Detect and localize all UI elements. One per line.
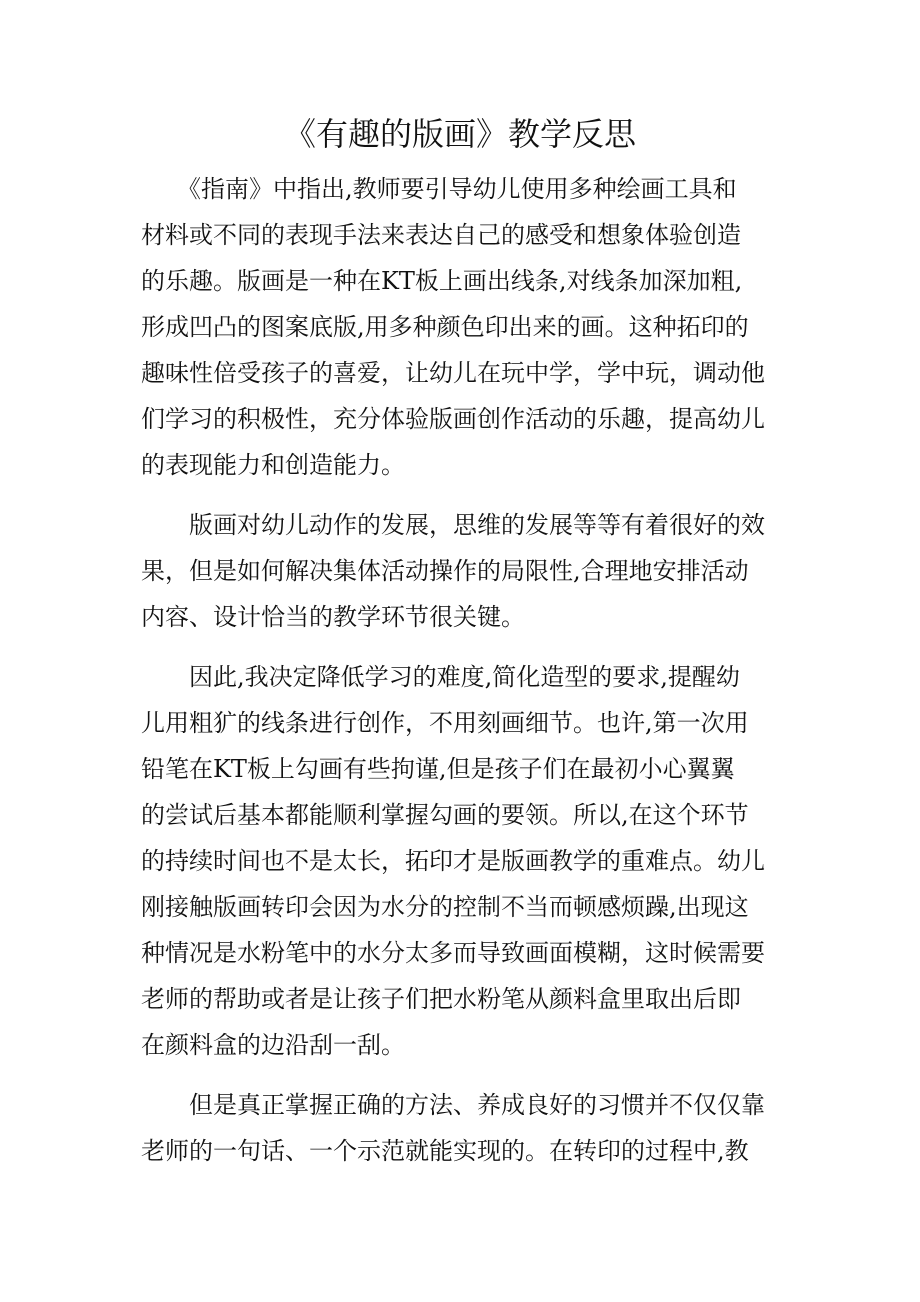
text-line: 刚接触版画转印会因为水分的控制不当而顿感烦躁,出现这: [141, 893, 749, 921]
paragraph-development: [141, 502, 791, 640]
text-line: 因此,我决定降低学习的难度,简化造型的要求,提醒幼: [141, 663, 740, 691]
text-line: 在颜料盒的边沿刮一刮。: [141, 1031, 405, 1059]
document-body: [141, 166, 791, 1174]
text-line: 的尝试后基本都能顺利掌握勾画的要领。所以,在这个环节: [141, 801, 749, 829]
paragraph-spacing: [141, 488, 791, 502]
text-line: 老师的帮助或者是让孩子们把水粉笔从颜料盒里取出后即: [141, 985, 741, 1013]
text-line: 趣味性倍受孩子的喜爱，让幼儿在玩中学，学中玩，调动他: [141, 359, 765, 387]
text-line: 果，但是如何解决集体活动操作的局限性,合理地安排活动: [141, 557, 749, 585]
paragraph-method: [141, 654, 791, 1068]
paragraph-guide: [141, 166, 791, 488]
paragraph-spacing: [141, 1068, 791, 1082]
text-line: 种情况是水粉笔中的水分太多而导致画面模糊，这时候需要: [141, 939, 765, 967]
text-line: 版画对幼儿动作的发展，思维的发展等等有着很好的效: [141, 511, 765, 539]
text-line: 的持续时间也不是太长，拓印才是版画教学的重难点。幼儿: [141, 847, 765, 875]
text-line: 形成凹凸的图案底版,用多种颜色印出来的画。这种拓印的: [141, 313, 749, 341]
text-line: 《指南》中指出,教师要引导幼儿使用多种绘画工具和: [141, 175, 737, 203]
text-line: 内容、设计恰当的教学环节很关键。: [141, 603, 525, 631]
text-line: 但是真正掌握正确的方法、养成良好的习惯并不仅仅靠: [141, 1091, 765, 1119]
paragraph-spacing: [141, 640, 791, 654]
paragraph-habit: [141, 1082, 791, 1174]
text-line: 儿用粗犷的线条进行创作，不用刻画细节。也许,第一次用: [141, 709, 749, 737]
text-line: 们学习的积极性，充分体验版画创作活动的乐趣，提高幼儿: [141, 405, 765, 433]
text-line: 的表现能力和创造能力。: [141, 451, 405, 479]
document-title: 《有趣的版画》教学反思: [283, 115, 636, 153]
text-line: 铅笔在KT板上勾画有些拘谨,但是孩子们在最初小心翼翼: [141, 755, 735, 783]
text-line: 老师的一句话、一个示范就能实现的。在转印的过程中,教: [141, 1137, 749, 1165]
text-line: 材料或不同的表现手法来表达自己的感受和想象体验创造: [141, 221, 741, 249]
text-line: 的乐趣。版画是一种在KT板上画出线条,对线条加深加粗,: [141, 267, 743, 295]
